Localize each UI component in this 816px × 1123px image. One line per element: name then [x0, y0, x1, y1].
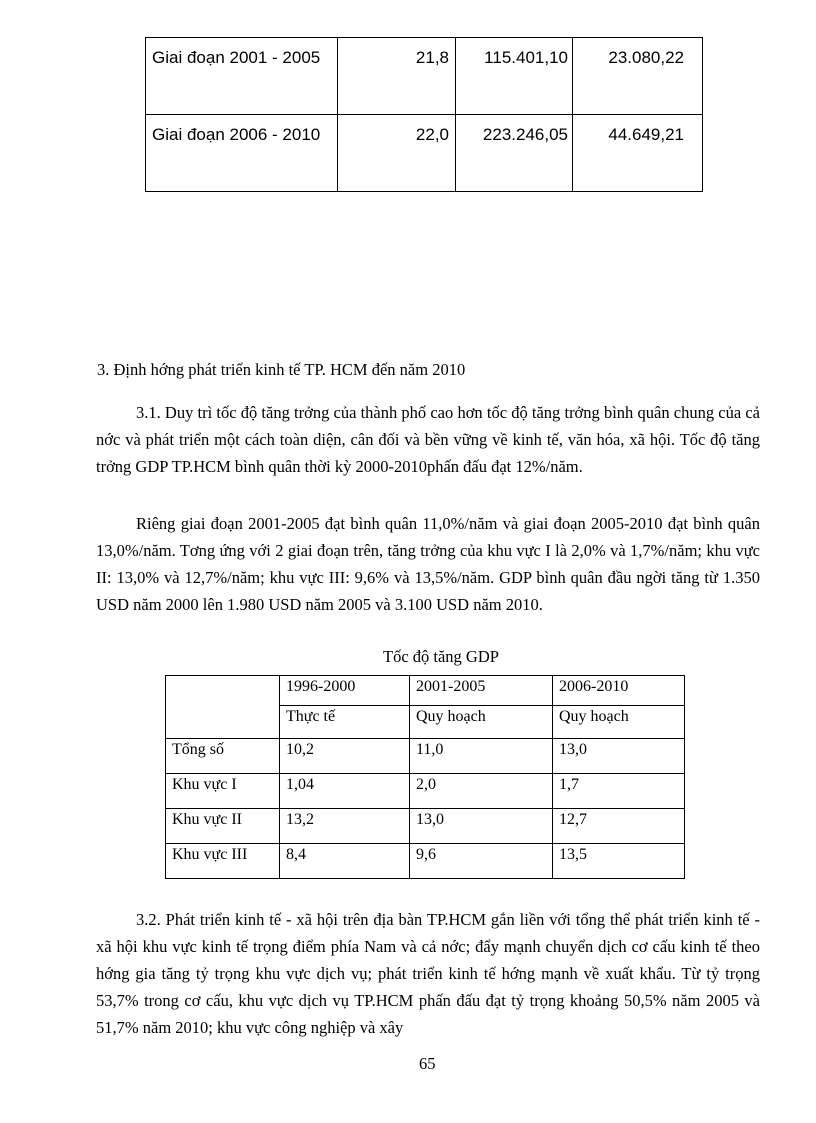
period-label: Giai đoạn 2006 - 2010 [146, 115, 338, 192]
type-header: Quy hoạch [410, 706, 553, 739]
table-row [166, 774, 685, 809]
table-cell: 11,0 [410, 739, 553, 774]
table-cell: 12,7 [553, 809, 685, 844]
table-cell: 9,6 [410, 844, 553, 879]
table-cell: 23.080,22 [573, 38, 703, 115]
period-header: 2001-2005 [410, 676, 553, 706]
table-row [166, 739, 685, 774]
row-label: Khu vực I [166, 774, 280, 809]
period-label: Giai đoạn 2001 - 2005 [146, 38, 338, 115]
table-cell: 8,4 [280, 844, 410, 879]
table-cell: 115.401,10 [456, 38, 573, 115]
paragraph-text: 3.1. Duy trì tốc độ tăng trởng của thành phố cao hơn tốc độ tăng trởng bình quân chung của cả nớc và phát triển một cách toàn diện, cân đối và bền vững về kinh tế, văn hóa, xã hội. Tốc độ tăng trởng GDP TP.HCM bình quân thời kỳ 2000-2010phấn đấu đạt 12%/năm. [96, 403, 760, 476]
table-cell: 13,0 [410, 809, 553, 844]
table-cell: 13,0 [553, 739, 685, 774]
table-cell: 1,7 [553, 774, 685, 809]
page-number: 65 [419, 1054, 436, 1073]
period-header: 1996-2000 [280, 676, 410, 706]
table-cell: 13,2 [280, 809, 410, 844]
table-cell: 13,5 [553, 844, 685, 879]
table-cell: 1,04 [280, 774, 410, 809]
period-header: 2006-2010 [553, 676, 685, 706]
table-row [146, 115, 703, 192]
type-header: Quy hoạch [553, 706, 685, 739]
table-row [146, 38, 703, 115]
table-cell: 223.246,05 [456, 115, 573, 192]
table-cell: 22,0 [338, 115, 456, 192]
paragraph-3-2 [96, 906, 760, 1041]
row-label: Khu vực II [166, 809, 280, 844]
table-caption: Tốc độ tăng GDP [383, 647, 499, 666]
growth-table [145, 37, 703, 192]
type-header: Thực tế [280, 706, 410, 739]
paragraph-growth-details [96, 510, 760, 618]
paragraph-text: Riêng giai đoạn 2001-2005 đạt bình quân 11,0%/năm và giai đoạn 2005-2010 đạt bình quân 13,0%/năm. Tơng ứng với 2 giai đoạn trên, tăng trởng của khu vực I là 2,0% và 1,7%/năm; khu vực II: 13,0% và 12,7%/năm; khu vực III: 9,6% và 13,5%/năm. GDP bình quân đầu ngời tăng từ 1.350 USD năm 2000 lên 1.980 USD năm 2005 và 3.100 USD năm 2010. [96, 514, 760, 614]
gdp-growth-table [165, 675, 685, 879]
table-cell: 2,0 [410, 774, 553, 809]
table-row [166, 844, 685, 879]
table-cell: 44.649,21 [573, 115, 703, 192]
table-cell: 21,8 [338, 38, 456, 115]
table-row [166, 809, 685, 844]
row-label: Tổng số [166, 739, 280, 774]
row-label: Khu vực III [166, 844, 280, 879]
paragraph-3-1 [96, 399, 760, 480]
table-header-row [166, 676, 685, 706]
table-cell: 10,2 [280, 739, 410, 774]
table-corner-cell [166, 676, 280, 739]
paragraph-text: 3.2. Phát triển kinh tế - xã hội trên địa bàn TP.HCM gắn liền với tổng thể phát triển kinh tế - xã hội khu vực kinh tế trọng điểm phía Nam và cả nớc; đẩy mạnh chuyển dịch cơ cấu kinh tế theo hớng gia tăng tỷ trọng khu vực dịch vụ; phát triển kinh tế hớng mạnh về xuất khẩu. Từ tỷ trọng 53,7% trong cơ cấu, khu vực dịch vụ TP.HCM phấn đấu đạt tỷ trọng khoảng 50,5% năm 2005 và 51,7% năm 2010; khu vực công nghiệp và xây [96, 910, 760, 1037]
section-heading: 3. Định hớng phát triển kinh tế TP. HCM đến năm 2010 [97, 360, 466, 379]
